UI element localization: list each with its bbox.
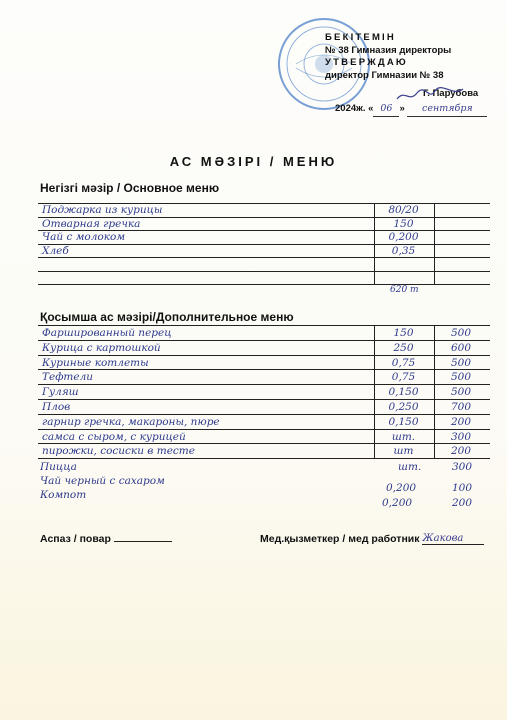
free-item-weight: 0,200 — [386, 482, 417, 494]
main-menu-heading: Негізгі мәзір / Основное меню — [40, 181, 220, 195]
table-row — [38, 203, 490, 218]
item-weight: 0,150 — [388, 386, 419, 399]
item-weight: 0,35 — [391, 244, 416, 257]
approval-director-kz: № 38 Гимназия директоры — [325, 44, 452, 56]
free-item-weight: 0,200 — [382, 497, 413, 509]
approval-date: 2024ж. « 06 » сентября — [335, 103, 487, 117]
table-row — [38, 325, 490, 341]
item-name: Гуляш — [42, 386, 79, 399]
item-price: 300 — [450, 430, 472, 443]
table-row — [38, 399, 490, 415]
approval-block — [325, 32, 479, 114]
item-name: гарнир гречка, макароны, пюре — [42, 415, 220, 428]
total-note: 620 т — [390, 285, 419, 295]
item-name: Хлеб — [42, 244, 69, 257]
item-weight: 0,200 — [388, 231, 419, 243]
item-name: самса с сыром, с курицей — [42, 430, 186, 443]
item-weight: шт — [393, 445, 414, 458]
page-title: АС МӘЗІРІ / МЕНЮ — [169, 154, 338, 169]
item-price: 500 — [450, 371, 472, 384]
table-row — [38, 244, 490, 259]
table-row — [38, 384, 490, 400]
director-name: Г. Парубова — [423, 88, 479, 99]
column-divider — [434, 203, 435, 284]
table-row — [38, 355, 490, 371]
item-name: Чай с молоком — [42, 231, 126, 243]
extra-menu-heading: Қосымша ас мәзірі/Дополнительное меню — [40, 310, 294, 324]
item-name: Тефтели — [42, 371, 94, 384]
table-row — [38, 443, 490, 459]
item-weight: шт. — [391, 430, 416, 443]
approval-day: 06 — [373, 103, 399, 117]
item-price: 500 — [450, 327, 472, 339]
table-row — [38, 217, 490, 232]
table-row — [38, 340, 490, 356]
column-divider — [434, 325, 435, 458]
item-name: Поджарка из курицы — [42, 204, 163, 216]
item-weight: 150 — [393, 327, 414, 339]
item-weight: 0,250 — [388, 401, 419, 413]
approval-line-ru: УТВЕРЖДАЮ — [325, 57, 408, 69]
item-price: 200 — [450, 415, 472, 428]
item-name: пирожки, сосиски в тесте — [42, 445, 195, 458]
approval-line-kz: БЕКІТЕМІН — [325, 32, 396, 43]
table-row — [38, 230, 490, 245]
director-signature — [395, 85, 465, 105]
free-item-price: 100 — [452, 482, 473, 494]
item-weight: 80/20 — [388, 204, 419, 216]
item-name: Отварная гречка — [42, 217, 141, 230]
item-price: 500 — [450, 356, 472, 369]
medic-signature-line: Мед.қызметкер / мед работник Жакова — [260, 533, 484, 545]
table-row — [38, 414, 490, 430]
table-bottom-border — [38, 284, 490, 285]
item-name: Плов — [42, 401, 71, 413]
table-bottom-border — [38, 458, 490, 459]
free-item-price: 200 — [452, 497, 473, 509]
free-item-weight: шт. — [398, 461, 422, 473]
column-divider — [374, 325, 375, 458]
table-row — [38, 257, 490, 272]
column-divider — [374, 203, 375, 284]
free-item-price: 300 — [452, 461, 473, 473]
medic-signature: Жакова — [422, 533, 484, 545]
item-weight: 250 — [393, 341, 414, 354]
approval-month: сентября — [407, 103, 487, 117]
approval-director-ru: директор Гимназии № 38 — [325, 69, 444, 81]
item-weight: 0,75 — [391, 356, 416, 369]
item-weight: 0,150 — [388, 415, 419, 428]
free-item-name: Чай черный с сахаром — [40, 475, 165, 487]
free-item-name: Компот — [40, 489, 87, 501]
item-name: Фаршированный перец — [42, 327, 172, 339]
free-item-name: Пицца — [40, 461, 77, 473]
item-name: Куриные котлеты — [42, 356, 149, 369]
item-price: 600 — [450, 341, 472, 354]
item-price: 500 — [450, 386, 472, 399]
table-row — [38, 429, 490, 445]
item-weight: 0,75 — [391, 371, 416, 384]
item-price: 200 — [450, 445, 472, 458]
item-name: Курица с картошкой — [42, 341, 161, 354]
table-row — [38, 369, 490, 385]
item-weight: 150 — [393, 217, 414, 230]
cook-signature-line: Аспаз / повар — [40, 533, 172, 545]
table-row — [38, 271, 490, 286]
item-price: 700 — [450, 401, 472, 413]
